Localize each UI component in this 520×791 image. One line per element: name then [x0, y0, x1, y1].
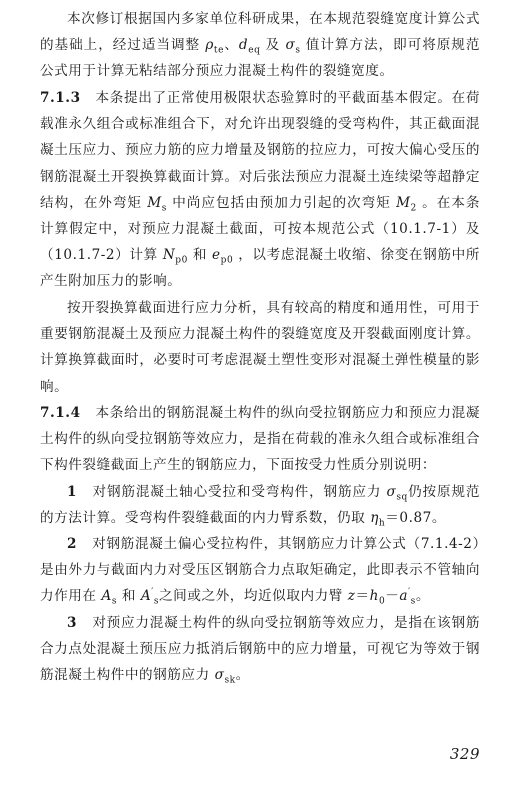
symbol-z: z	[347, 588, 356, 605]
subscript: eq	[248, 45, 261, 56]
text-run: 对钢筋混凝土轴心受拉和受弯构件，钢筋应力	[92, 484, 387, 500]
list-item-2	[40, 531, 480, 610]
prime-mark: ′	[408, 587, 411, 598]
subscript: s	[153, 597, 160, 608]
page-number: 329	[449, 745, 480, 763]
text-run: 值计算方法，即可将原规范公式用于计算无粘结部分预应力混凝土构件的裂缝宽度。	[40, 37, 480, 80]
symbol-sigma: σ	[386, 484, 397, 500]
prime-mark: ′	[151, 587, 154, 598]
symbol-e: e	[212, 247, 221, 264]
text-run: 之间或之外，均近似取内力臂	[159, 588, 348, 605]
symbol-a: a	[399, 588, 409, 605]
text-run: 和	[117, 588, 141, 605]
text-run: 对预应力混凝土构件的纵向受拉钢筋等效应力，是指在该钢筋合力点处混凝土预压应力抵消后钢筋中的应力增量，可视它为等效于钢筋混凝土构件中的钢筋应力	[40, 615, 480, 684]
subscript: p0	[175, 255, 188, 266]
text-run: ，以考虑混凝土收缩、徐变在钢筋中所产生附加压力的影响。	[40, 247, 480, 290]
subscript: 2	[410, 203, 417, 214]
symbol-A: A	[101, 588, 112, 605]
symbol-h: h	[369, 588, 379, 605]
section-7-1-4	[40, 400, 480, 479]
symbol-rho: ρ	[205, 37, 214, 54]
paragraph-intro	[40, 6, 480, 85]
list-item-3	[40, 610, 480, 689]
symbol-N: N	[162, 247, 176, 264]
symbol-M: M	[396, 194, 411, 211]
subscript: s	[410, 597, 416, 608]
text-run: 。在本条计算假定中，对预应力混凝土截面，可按本规范公式（10.1.7-1）及（10.1.7-2）计算	[40, 194, 480, 264]
text-run: 本次修订根据国内多家单位科研成果，在本规范裂缝宽度计算公式的基础上，经过适当调整	[40, 11, 480, 54]
text-run: ＝0.87。	[385, 510, 447, 527]
section-7-1-3	[40, 85, 480, 295]
text-run: 。	[415, 588, 430, 605]
text-run: 本条给出的钢筋混凝土构件的纵向受拉钢筋应力和预应力混凝土构件的纵向受拉钢筋等效应力，是指在荷载的准永久组合或标准组合下构件裂缝截面上产生的钢筋应力，下面按受力性质分别说明：	[40, 405, 480, 474]
text-run: ＝	[355, 588, 370, 605]
symbol-sigma: σ	[285, 37, 296, 54]
subscript: p0	[220, 255, 234, 266]
symbol-sigma: σ	[214, 667, 225, 684]
subscript: sq	[396, 492, 408, 503]
symbol-M: M	[147, 194, 162, 211]
text-run: 及	[260, 37, 286, 54]
symbol-A: A	[140, 588, 152, 605]
text-run: 对钢筋混凝土偏心受拉构件，其钢筋应力计算公式（7.1.4-2）是由外力与截面内力对受压区钢筋合力点取矩确定，此即表示不管轴向力作用在	[40, 536, 480, 605]
item-number: 3	[67, 615, 78, 631]
text-run: 、	[223, 37, 239, 54]
list-item-1	[40, 479, 480, 531]
subscript: s	[161, 203, 167, 214]
subscript: s	[295, 45, 301, 56]
symbol-d: d	[238, 37, 249, 54]
text-run: 和	[187, 247, 213, 264]
symbol-eta: η	[370, 510, 379, 527]
subscript: te	[213, 45, 224, 56]
subscript: s	[111, 597, 117, 608]
text-run: 中尚应包括由预加力引起的次弯矩	[166, 194, 397, 211]
section-number: 7.1.3	[40, 90, 81, 106]
subscript: 0	[378, 597, 386, 608]
item-number: 2	[67, 536, 78, 552]
subscript: sk	[224, 676, 236, 687]
text-run: 。	[235, 667, 250, 684]
text-run: 本条提出了正常使用极限状态验算时的平截面基本假定。在荷载准永久组合或标准组合下，对允许出现裂缝的受弯构件，其正截面混凝土压应力、预应力筋的应力增量及钢筋的拉应力，可按大偏心受压的钢筋混凝土开裂换算截面计算。对后张法预应力混凝土连续梁等超静定结构，在外弯矩	[40, 90, 480, 211]
subscript: h	[378, 518, 386, 529]
item-number: 1	[67, 484, 78, 500]
text-run: 仍按原规范的方法计算。受弯构件裂缝截面的内力臂系数，仍取	[40, 484, 480, 527]
paragraph-analysis: 按开裂换算截面进行应力分析，具有较高的精度和通用性，可用于重要钢筋混凝土及预应力混凝土构件的裂缝宽度及开裂截面刚度计算。计算换算截面时，必要时可考虑混凝土塑性变形对混凝土弹性模量的影响。	[40, 300, 480, 395]
section-number: 7.1.4	[40, 405, 81, 421]
text-run: －	[385, 588, 400, 605]
